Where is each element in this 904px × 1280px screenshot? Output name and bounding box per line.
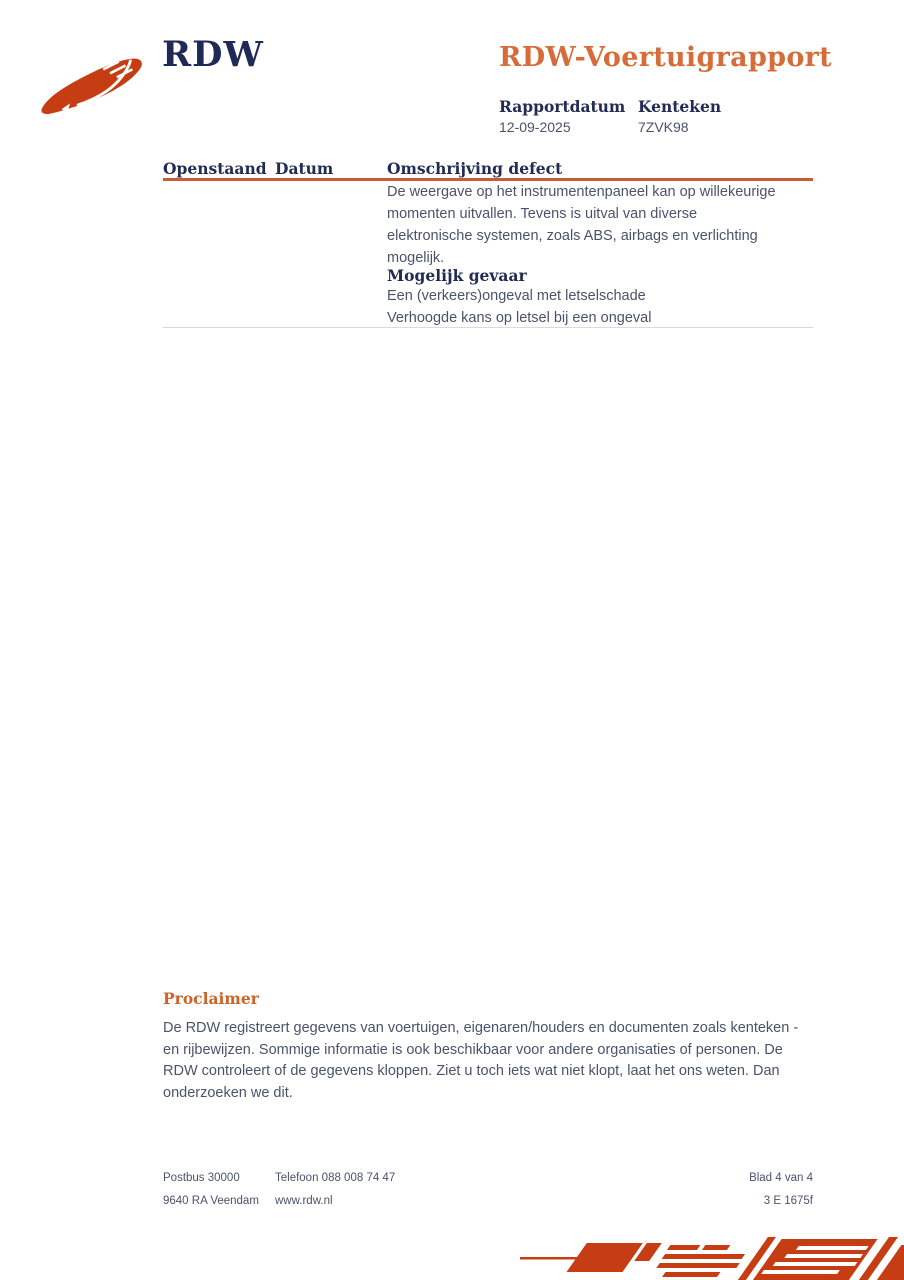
column-header-datum: Datum bbox=[275, 159, 334, 178]
proclaimer-text: De RDW registreert gegevens van voertuigen, eigenaren/houders en documenten zoals kenteken - en rijbewijzen. Sommige informatie is ook beschikbaar voor andere organisaties of personen. De RDW controleert of de gegevens kloppen. Ziet u toch iets wat niet klopt, laat het ons weten. Dan onderzoeken we dit. bbox=[163, 1020, 799, 1101]
speed-lines-graphic bbox=[515, 1237, 904, 1280]
page-title: RDW-Voertuigrapport bbox=[499, 42, 832, 73]
footer-doc-code: 3 E 1675f bbox=[763, 1195, 813, 1207]
kenteken-value: 7ZVK98 bbox=[638, 119, 689, 135]
column-header-omschrijving-defect: Omschrijving defect bbox=[387, 159, 563, 178]
defect-description: De weergave op het instrumentenpaneel kan op willekeurige momenten uitvallen. Tevens is uitval van diverse elektronische systemen, zoals ABS, airbags en verlichting mogelijk. bbox=[387, 184, 776, 266]
column-header-openstaand: Openstaand bbox=[163, 159, 267, 178]
kenteken-label: Kenteken bbox=[638, 97, 722, 116]
footer-page-number: Blad 4 van 4 bbox=[749, 1172, 813, 1184]
footer-website: www.rdw.nl bbox=[275, 1195, 333, 1207]
gevaar-item: Verhoogde kans op letsel bij een ongeval bbox=[387, 310, 652, 326]
footer-city: 9640 RA Veendam bbox=[163, 1195, 259, 1207]
proclaimer-heading: Proclaimer bbox=[163, 989, 259, 1008]
footer-phone: Telefoon 088 008 74 47 bbox=[275, 1172, 396, 1184]
footer-postbus: Postbus 30000 bbox=[163, 1172, 240, 1184]
rapportdatum-label: Rapportdatum bbox=[499, 97, 626, 116]
rdw-wordmark: RDW bbox=[162, 34, 264, 75]
rapportdatum-value: 12-09-2025 bbox=[499, 119, 571, 135]
mogelijk-gevaar-heading: Mogelijk gevaar bbox=[387, 266, 527, 285]
rdw-feather-logo-icon bbox=[38, 50, 150, 118]
gevaar-item: Een (verkeers)ongeval met letselschade bbox=[387, 288, 646, 304]
row-divider bbox=[163, 327, 813, 328]
